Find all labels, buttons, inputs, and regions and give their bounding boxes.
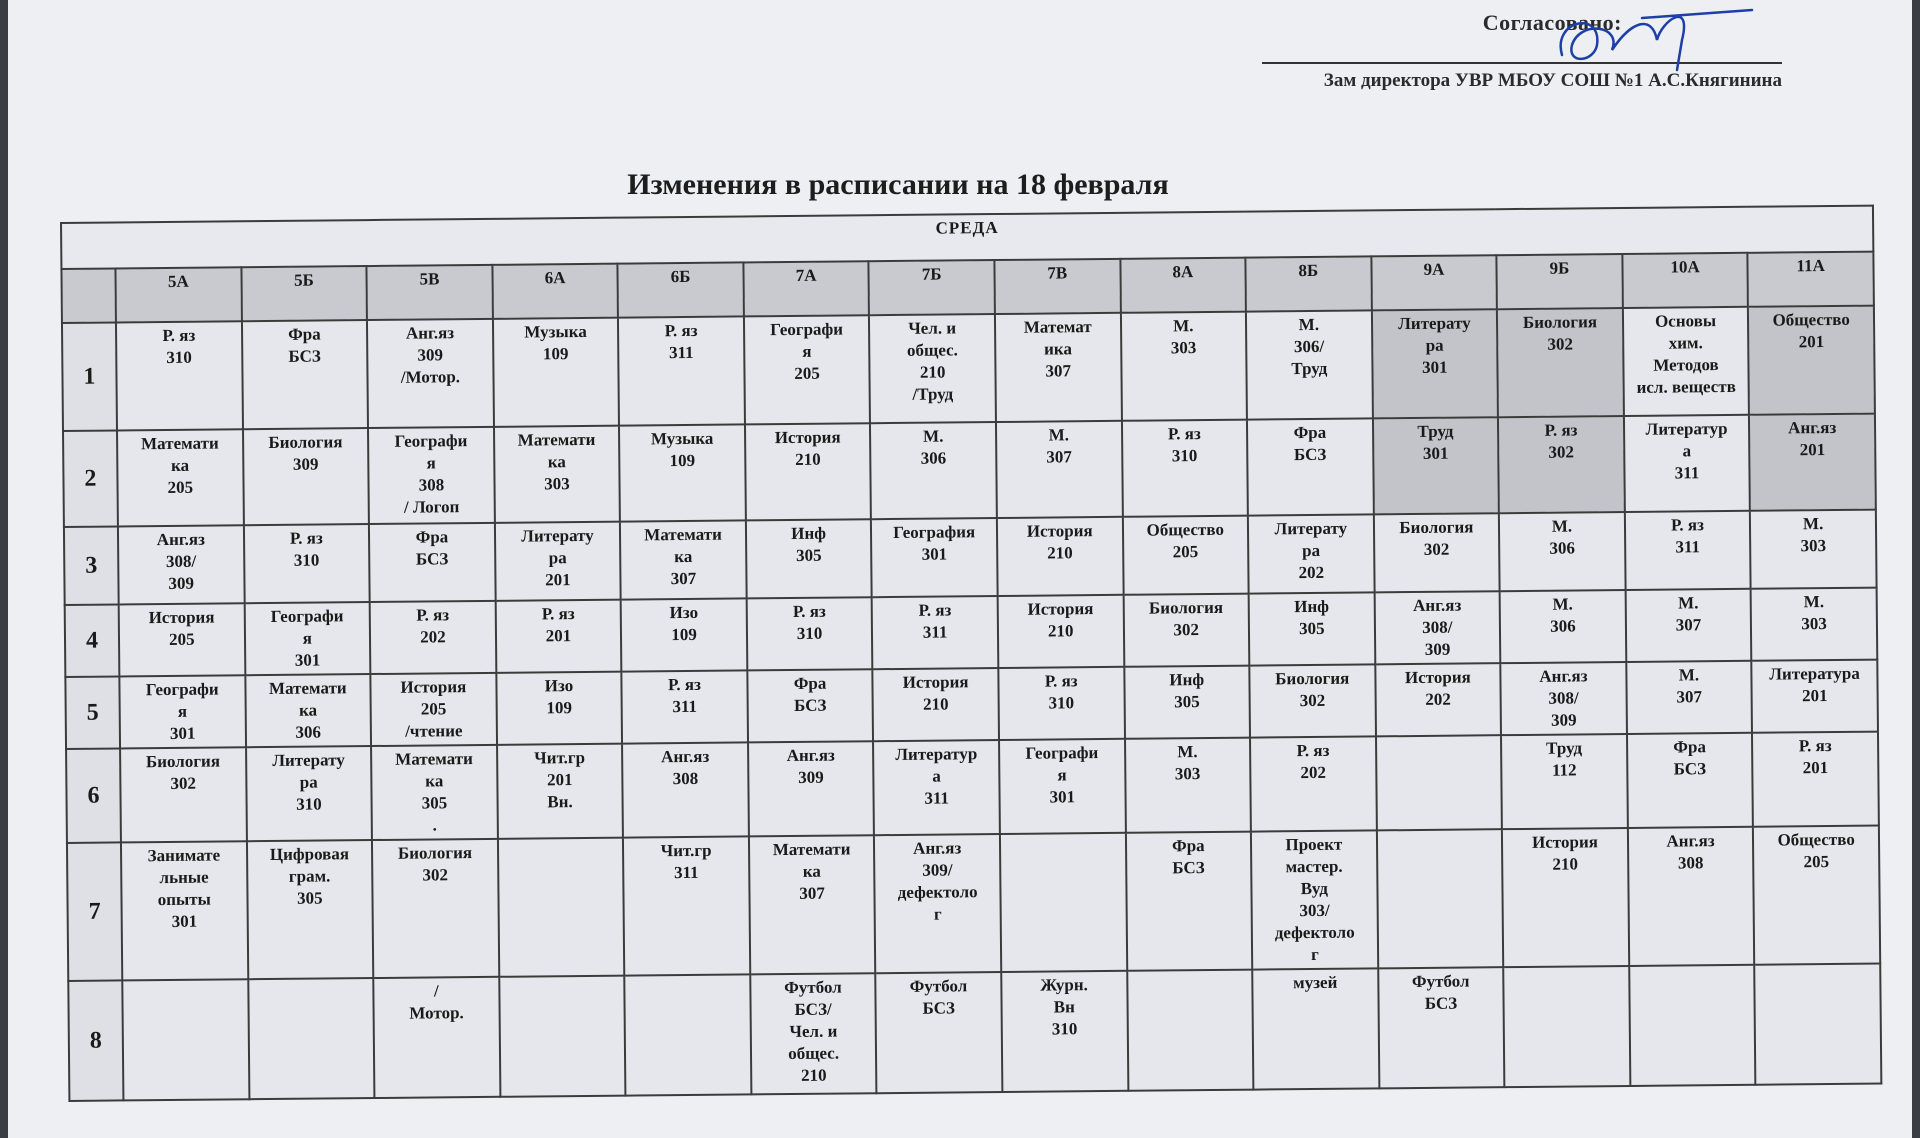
schedule-cell-text bbox=[1381, 832, 1499, 833]
schedule-cell-text: Чит.гр 201 Вн. bbox=[534, 747, 586, 812]
schedule-cell-text: Анг.яз 309 bbox=[786, 745, 835, 787]
schedule-cell-text: / Мотор. bbox=[409, 981, 464, 1023]
schedule-cell-text: М. 303 bbox=[1174, 742, 1201, 784]
schedule-cell-text: Географи я 308 / Логоп bbox=[394, 431, 468, 517]
schedule-cell-text: Биология 302 bbox=[1522, 312, 1598, 354]
schedule-cell bbox=[1752, 660, 1878, 733]
class-header: 7А bbox=[743, 261, 869, 316]
schedule-cell-text: Анг.яз 308/ 309 bbox=[156, 529, 206, 593]
schedule-cell bbox=[1251, 830, 1378, 969]
schedule-cell-text: Р. яз 310 bbox=[792, 601, 826, 643]
schedule-cell bbox=[1623, 307, 1750, 416]
schedule-cell-text bbox=[252, 981, 370, 982]
schedule-cell bbox=[746, 519, 872, 598]
schedule-cell bbox=[1755, 964, 1882, 1085]
schedule-cell bbox=[119, 675, 245, 748]
schedule-cell bbox=[870, 422, 996, 519]
schedule-cell bbox=[373, 977, 500, 1098]
schedule-cell bbox=[869, 314, 996, 423]
schedule-cell-text bbox=[1380, 738, 1498, 739]
schedule-cell-text: Футбол БСЗ bbox=[909, 976, 968, 1018]
schedule-cell bbox=[1500, 662, 1626, 735]
schedule-cell bbox=[498, 838, 625, 977]
schedule-cell bbox=[370, 673, 496, 746]
corner-cell bbox=[61, 268, 116, 323]
signature-image bbox=[1542, 0, 1762, 80]
schedule-cell bbox=[1247, 418, 1373, 515]
schedule-cell bbox=[370, 601, 496, 674]
schedule-cell-text bbox=[1131, 973, 1249, 974]
schedule-cell-text: Изо 109 bbox=[544, 676, 574, 718]
schedule-cell bbox=[996, 421, 1122, 518]
schedule-cell bbox=[120, 747, 246, 842]
schedule-cell-text: Общество 205 bbox=[1146, 519, 1225, 562]
schedule-cell-text: М. 306 bbox=[920, 426, 947, 468]
schedule-body bbox=[62, 306, 1881, 1101]
schedule-cell bbox=[748, 741, 874, 836]
schedule-cell-text: Анг.яз 309 /Мотор. bbox=[400, 323, 461, 387]
schedule-cell-text: Математи ка 305 . bbox=[395, 749, 473, 835]
document-sheet bbox=[8, 0, 1912, 1138]
class-header: 5Б bbox=[241, 266, 367, 321]
schedule-cell-text bbox=[1004, 836, 1122, 837]
schedule-cell-text: Занимате льные опыты 301 bbox=[147, 845, 221, 931]
schedule-cell bbox=[1502, 828, 1629, 967]
schedule-cell-text: М. 307 bbox=[1675, 593, 1702, 635]
schedule-cell-text: Математи ка 307 bbox=[772, 839, 851, 903]
schedule-cell-text: Литерату ра 310 bbox=[272, 750, 345, 814]
schedule-cell bbox=[243, 524, 369, 603]
schedule-cell bbox=[746, 597, 872, 670]
schedule-cell bbox=[997, 517, 1123, 596]
schedule-cell bbox=[1500, 590, 1626, 663]
schedule-cell bbox=[247, 840, 374, 979]
schedule-cell bbox=[118, 525, 244, 604]
schedule-cell bbox=[623, 836, 750, 975]
schedule-cell bbox=[1625, 589, 1751, 662]
page-title: Изменения в расписании на 18 февраля bbox=[627, 168, 1169, 201]
schedule-cell bbox=[1749, 414, 1876, 511]
schedule-cell-text: История 205 bbox=[148, 607, 215, 649]
schedule-cell bbox=[371, 745, 497, 840]
schedule-cell-text: Географи я 301 bbox=[145, 679, 219, 743]
schedule-cell-text: Инф 305 bbox=[1294, 596, 1330, 639]
schedule-cell-text: Р. яз 311 bbox=[664, 320, 698, 363]
schedule-cell-text: М. 303 bbox=[1801, 592, 1827, 634]
schedule-cell bbox=[1628, 827, 1755, 966]
lesson-row bbox=[67, 826, 1880, 981]
schedule-cell-text: Анг.яз 308/ 309 bbox=[1412, 595, 1462, 659]
class-header: 5А bbox=[115, 267, 241, 322]
schedule-cell-text: География 301 bbox=[893, 522, 976, 564]
schedule-cell bbox=[1127, 970, 1254, 1091]
schedule-cell-text: Р. яз 201 bbox=[541, 604, 575, 646]
schedule-cell-text: Р. яз 310 bbox=[1167, 424, 1201, 466]
class-header: 9Б bbox=[1497, 254, 1623, 309]
lesson-number: 4 bbox=[65, 604, 120, 677]
schedule-cell-text: М. 306 bbox=[1549, 516, 1576, 558]
schedule-cell-text bbox=[503, 979, 621, 980]
lesson-number: 2 bbox=[63, 430, 118, 527]
schedule-cell bbox=[995, 313, 1122, 422]
class-header: 6А bbox=[492, 264, 618, 319]
schedule-cell bbox=[1624, 415, 1750, 512]
schedule-cell-text: Математи ка 306 bbox=[268, 678, 347, 742]
schedule-cell bbox=[744, 315, 871, 424]
schedule-cell-text: История 210 bbox=[774, 427, 841, 469]
schedule-cell-text: Анг.яз 309/ дефектоло г bbox=[897, 838, 978, 924]
schedule-cell bbox=[367, 319, 494, 428]
schedule-cell-text: Фра БСЗ bbox=[1293, 422, 1327, 465]
schedule-cell bbox=[1625, 511, 1751, 590]
schedule-cell bbox=[873, 668, 999, 741]
schedule-cell-text: Р. яз 201 bbox=[1798, 736, 1832, 778]
schedule-cell bbox=[1001, 971, 1128, 1092]
schedule-cell bbox=[497, 744, 623, 839]
schedule-cell-text: Чел. и общес. 210 /Труд bbox=[906, 318, 958, 404]
schedule-cell-text bbox=[629, 977, 747, 978]
schedule-cell bbox=[1125, 832, 1252, 971]
schedule-cell bbox=[1503, 966, 1630, 1087]
schedule-cell-text: Общество 205 bbox=[1777, 829, 1855, 872]
schedule-cell bbox=[1250, 736, 1376, 831]
schedule-cell-text: Математи ка 307 bbox=[644, 524, 722, 589]
schedule-cell-text: Футбол БСЗ bbox=[1411, 971, 1470, 1013]
class-header: 5В bbox=[367, 265, 493, 320]
class-header: 6Б bbox=[618, 262, 744, 317]
approver-position: Зам директора УВР МБОУ СОШ №1 А.С.Княгинина bbox=[1323, 70, 1782, 91]
schedule-cell bbox=[998, 667, 1124, 740]
schedule-cell-text: Р. яз 202 bbox=[1296, 740, 1330, 783]
schedule-cell bbox=[620, 520, 746, 599]
schedule-cell bbox=[243, 428, 369, 525]
schedule-cell bbox=[1376, 735, 1502, 830]
schedule-cell-text: Литература 201 bbox=[1769, 663, 1860, 706]
schedule-cell bbox=[999, 739, 1125, 834]
lesson-number: 6 bbox=[66, 748, 121, 843]
schedule-cell bbox=[1752, 732, 1879, 827]
schedule-cell-text: Фра БСЗ bbox=[288, 324, 321, 366]
schedule-cell-text: Биология 309 bbox=[268, 432, 343, 474]
schedule-cell bbox=[1748, 306, 1875, 415]
schedule-cell bbox=[1246, 310, 1373, 419]
schedule-cell bbox=[1629, 965, 1756, 1086]
schedule-cell-text: Литератур а 311 bbox=[895, 744, 978, 808]
schedule-cell-text: Музыка 109 bbox=[650, 428, 714, 471]
schedule-cell-text: Фра БСЗ bbox=[415, 527, 449, 569]
schedule-cell-text: История 210 bbox=[1026, 521, 1093, 563]
schedule-cell bbox=[1124, 666, 1250, 739]
lesson-row bbox=[62, 306, 1875, 431]
schedule-cell-text: Биология 302 bbox=[397, 843, 473, 885]
schedule-cell bbox=[495, 522, 621, 601]
schedule-cell bbox=[1252, 968, 1379, 1089]
schedule-cell bbox=[122, 979, 249, 1100]
schedule-cell-text: Р. яз 311 bbox=[1671, 515, 1704, 557]
schedule-cell bbox=[1750, 510, 1876, 589]
schedule-cell bbox=[1373, 417, 1499, 514]
schedule-cell-text: Футбол БСЗ/ Чел. и общес. 210 bbox=[784, 977, 842, 1085]
schedule-cell-text: Литерату ра 202 bbox=[1274, 518, 1348, 583]
schedule-cell bbox=[1125, 738, 1251, 833]
schedule-cell bbox=[1377, 829, 1504, 968]
schedule-cell-text: М. 307 bbox=[1046, 425, 1072, 467]
schedule-cell-text: Проект мастер. Вуд 303/ дефектоло г bbox=[1274, 834, 1355, 965]
schedule-cell bbox=[494, 426, 620, 523]
schedule-cell bbox=[873, 740, 999, 835]
schedule-cell bbox=[245, 674, 371, 747]
schedule-cell-text: Биология 302 bbox=[1148, 597, 1224, 640]
schedule-cell bbox=[1499, 512, 1625, 591]
schedule-cell-text: История 202 bbox=[1404, 667, 1471, 709]
schedule-cell-text: Биология 302 bbox=[1275, 668, 1350, 711]
schedule-cell-text bbox=[1507, 969, 1625, 970]
schedule-cell-text: Р. яз 311 bbox=[918, 600, 952, 642]
schedule-cell bbox=[1000, 833, 1127, 972]
schedule-cell bbox=[625, 974, 752, 1095]
schedule-cell-text: Фра БСЗ bbox=[1171, 836, 1205, 878]
schedule-cell bbox=[495, 600, 621, 673]
schedule-cell-text: Географи я 301 bbox=[1025, 743, 1099, 807]
schedule-cell bbox=[1373, 513, 1499, 592]
class-header: 8А bbox=[1120, 258, 1246, 313]
schedule-cell bbox=[619, 424, 745, 521]
schedule-cell-text: Труд 112 bbox=[1546, 738, 1583, 780]
schedule-cell bbox=[874, 834, 1001, 973]
class-header: 9А bbox=[1371, 255, 1497, 310]
lesson-row bbox=[66, 732, 1879, 843]
schedule-cell bbox=[117, 429, 243, 526]
schedule-table bbox=[60, 205, 1882, 1102]
schedule-cell bbox=[1374, 591, 1500, 664]
schedule-cell bbox=[1249, 592, 1375, 665]
schedule-cell-text: Литератур а 311 bbox=[1645, 419, 1728, 483]
schedule-cell bbox=[876, 972, 1003, 1093]
schedule-cell bbox=[121, 841, 248, 980]
schedule-cell-text: Биология 302 bbox=[1399, 517, 1474, 559]
schedule-cell bbox=[622, 670, 748, 743]
schedule-cell bbox=[1121, 420, 1247, 517]
class-header: 7В bbox=[994, 259, 1120, 314]
schedule-cell bbox=[622, 742, 748, 837]
schedule-cell-text: История 210 bbox=[902, 672, 969, 714]
schedule-cell bbox=[1497, 308, 1624, 417]
schedule-cell bbox=[1249, 664, 1375, 737]
lesson-number: 7 bbox=[67, 842, 122, 981]
schedule-cell-text: Географи я 205 bbox=[770, 319, 844, 383]
lesson-number: 1 bbox=[62, 322, 117, 431]
schedule-cell-text: Журн. Вн 310 bbox=[1040, 975, 1088, 1039]
schedule-cell-text: Фра БСЗ bbox=[1673, 737, 1707, 779]
schedule-cell bbox=[998, 595, 1124, 668]
schedule-cell bbox=[1498, 416, 1624, 513]
schedule-cell-text: Анг.яз 201 bbox=[1788, 417, 1837, 460]
schedule-cell-text: История 210 bbox=[1027, 599, 1094, 641]
schedule-cell bbox=[1248, 514, 1374, 593]
schedule-cell-text: Анг.яз 308/ 309 bbox=[1539, 666, 1588, 730]
schedule-cell bbox=[248, 978, 375, 1099]
schedule-cell bbox=[749, 835, 876, 974]
schedule-cell-text: музей bbox=[1292, 972, 1338, 993]
schedule-cell bbox=[499, 976, 626, 1097]
lesson-number: 5 bbox=[65, 676, 120, 749]
schedule-cell-text: Р. яз 202 bbox=[416, 605, 450, 647]
schedule-cell-text: М. 303 bbox=[1800, 514, 1827, 556]
schedule-cell bbox=[1123, 594, 1249, 667]
class-header: 7Б bbox=[869, 260, 995, 315]
schedule-cell-text: М. 307 bbox=[1676, 665, 1703, 707]
schedule-cell bbox=[246, 746, 372, 841]
schedule-cell-text: Основы хим. Методов исл. веществ bbox=[1636, 311, 1736, 397]
lesson-number: 3 bbox=[64, 526, 119, 605]
schedule-cell bbox=[1378, 967, 1505, 1088]
schedule-cell bbox=[1751, 588, 1877, 661]
schedule-cell bbox=[369, 523, 495, 602]
schedule-cell-text: Изо 109 bbox=[669, 602, 699, 645]
schedule-cell-text: Географи я 301 bbox=[270, 606, 344, 670]
schedule-cell-text: Анг.яз 308 bbox=[661, 746, 710, 789]
schedule-cell-text bbox=[126, 982, 244, 983]
lesson-row bbox=[63, 414, 1876, 527]
schedule-cell bbox=[119, 603, 245, 676]
schedule-cell-text: Математи ка 303 bbox=[517, 429, 596, 494]
class-header: 8Б bbox=[1245, 256, 1371, 311]
schedule-cell bbox=[368, 427, 494, 524]
schedule-cell-text: Литерату ра 301 bbox=[1398, 313, 1471, 377]
schedule-cell bbox=[372, 839, 499, 978]
schedule-cell bbox=[747, 669, 873, 742]
schedule-cell bbox=[493, 318, 620, 427]
schedule-cell bbox=[496, 672, 622, 745]
schedule-cell bbox=[1753, 826, 1880, 965]
schedule-cell bbox=[621, 598, 747, 671]
class-header: 11А bbox=[1748, 252, 1874, 307]
schedule-cell-text: Математи ка 205 bbox=[140, 433, 219, 497]
lesson-number: 8 bbox=[68, 980, 123, 1101]
schedule-cell bbox=[1626, 661, 1752, 734]
schedule-cell bbox=[1122, 516, 1248, 595]
schedule-cell-text: Чит.гр 311 bbox=[660, 840, 712, 883]
schedule-cell-text: История 205 /чтение bbox=[400, 677, 467, 741]
schedule-cell-text bbox=[502, 841, 620, 842]
schedule-cell-text: Р. яз 310 bbox=[289, 528, 323, 570]
schedule-cell-text bbox=[1633, 968, 1751, 969]
schedule-cell-text: Фра БСЗ bbox=[793, 673, 827, 715]
schedule-cell-text: Инф 305 bbox=[1169, 670, 1205, 712]
schedule-cell-text: М. 306/ Труд bbox=[1291, 314, 1328, 379]
schedule-cell bbox=[745, 423, 871, 520]
schedule-cell-text: Р. яз 302 bbox=[1544, 420, 1578, 462]
schedule-cell bbox=[1627, 733, 1753, 828]
schedule-cell bbox=[750, 973, 877, 1094]
schedule-cell-text: Инф 305 bbox=[791, 523, 827, 565]
schedule-cell bbox=[872, 596, 998, 669]
schedule-cell-text: М. 306 bbox=[1550, 594, 1576, 636]
schedule-cell-text: Р. яз 310 bbox=[162, 325, 196, 367]
schedule-cell-text: Анг.яз 308 bbox=[1666, 831, 1715, 873]
schedule-cell bbox=[1372, 309, 1499, 418]
schedule-cell bbox=[1501, 734, 1627, 829]
schedule-cell bbox=[618, 316, 745, 425]
schedule-cell bbox=[871, 518, 997, 597]
schedule-cell bbox=[116, 321, 243, 430]
schedule-cell-text: Р. яз 310 bbox=[1044, 671, 1078, 713]
schedule-cell-text: Математ ика 307 bbox=[1023, 317, 1092, 381]
schedule-cell bbox=[1375, 663, 1501, 736]
day-heading: СРЕДА bbox=[61, 206, 1873, 269]
schedule-cell-text: М. 303 bbox=[1170, 316, 1197, 358]
lesson-row bbox=[68, 964, 1881, 1101]
schedule-cell-text: Р. яз 311 bbox=[668, 674, 701, 717]
schedule-cell-text: Общество 201 bbox=[1772, 309, 1850, 352]
schedule-cell-text: История 210 bbox=[1531, 832, 1599, 874]
schedule-cell bbox=[244, 602, 370, 675]
schedule-cell-text: Биология 302 bbox=[145, 751, 221, 793]
schedule-cell-text bbox=[1759, 967, 1877, 968]
schedule-cell bbox=[242, 320, 369, 429]
schedule-cell-text: Музыка 109 bbox=[524, 321, 587, 364]
schedule-cell-text: Литерату ра 201 bbox=[521, 525, 594, 590]
schedule-cell-text: Труд 301 bbox=[1417, 421, 1454, 463]
schedule-cell bbox=[1120, 312, 1247, 421]
schedule-cell-text: Цифровая грам. 305 bbox=[269, 844, 350, 908]
agreed-label: Согласовано: bbox=[1482, 10, 1622, 35]
class-header: 10А bbox=[1622, 253, 1748, 308]
